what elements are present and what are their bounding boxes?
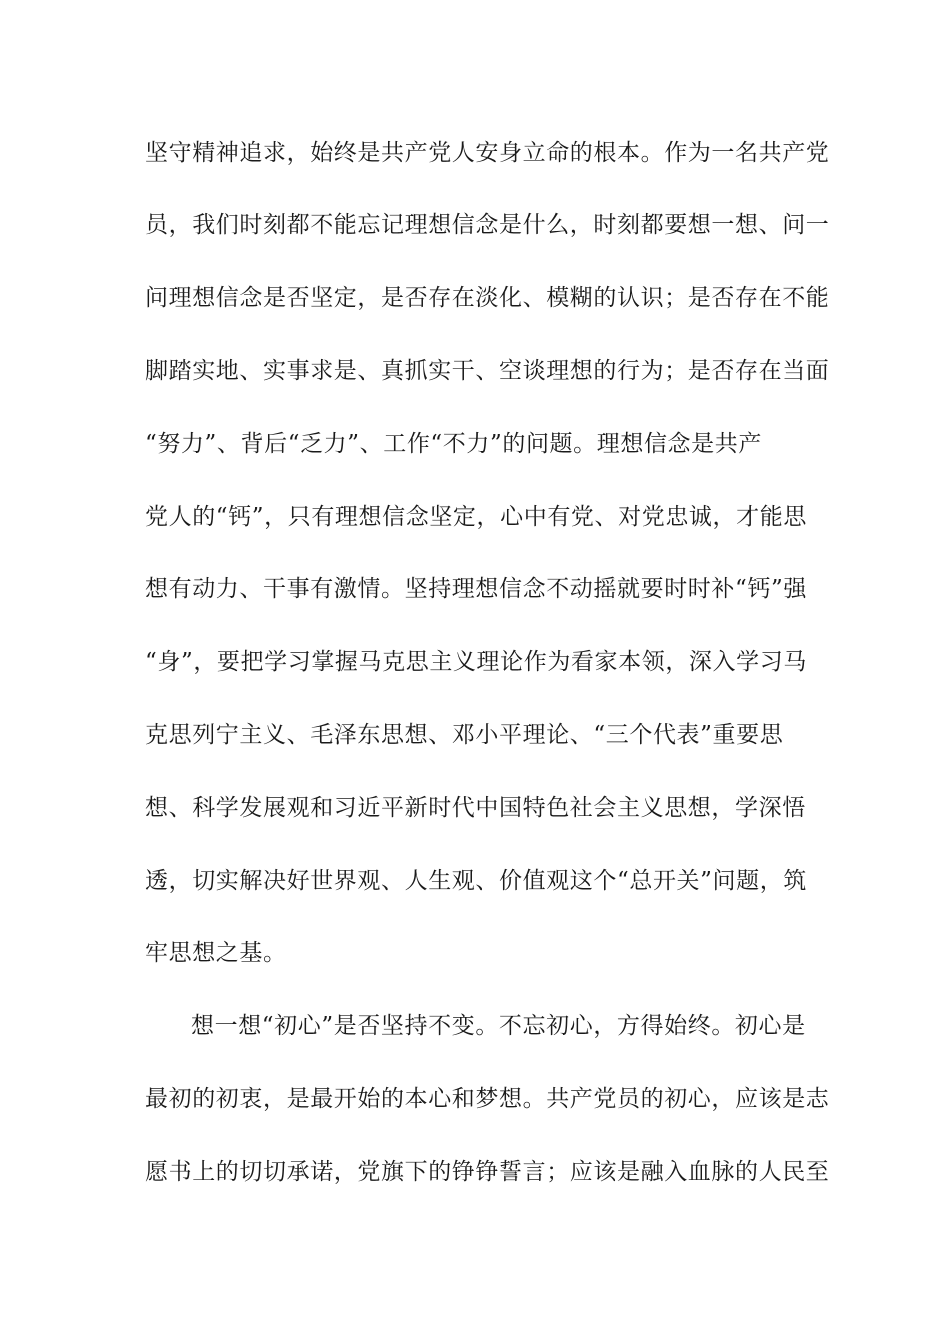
text-line: 问理想信念是否坚定，是否存在淡化、模糊的认识；是否存在不能 <box>145 285 830 311</box>
text-line: 想、科学发展观和习近平新时代中国特色社会主义思想，学深悟 <box>145 795 806 821</box>
text-line: 透，切实解决好世界观、人生观、价值观这个“总开关”问题，筑 <box>145 868 807 894</box>
text-line: “努力”、背后“乏力”、工作“不力”的问题。理想信念是共产 <box>145 431 762 457</box>
text-line: “身”，要把学习掌握马克思主义理论作为看家本领，深入学习马 <box>145 649 807 675</box>
text-line: 员，我们时刻都不能忘记理想信念是什么，时刻都要想一想、问一 <box>145 212 830 238</box>
text-line: 脚踏实地、实事求是、真抓实干、空谈理想的行为；是否存在当面 <box>145 358 830 384</box>
paragraph-first-line: 想一想“初心”是否坚持不变。不忘初心，方得始终。初心是 <box>191 1013 806 1039</box>
text-line: 克思列宁主义、毛泽东思想、邓小平理论、“三个代表”重要思 <box>145 722 784 748</box>
text-line: 坚守精神追求，始终是共产党人安身立命的根本。作为一名共产党 <box>145 140 830 166</box>
text-line: 党人的“钙”，只有理想信念坚定，心中有党、对党忠诚，才能思 <box>145 504 807 530</box>
text-line: 想有动力、干事有激情。坚持理想信念不动摇就要时时补“钙”强 <box>145 576 807 602</box>
text-line: 愿书上的切切承诺，党旗下的铮铮誓言；应该是融入血脉的人民至 <box>145 1159 830 1185</box>
text-line: 牢思想之基。 <box>145 940 287 966</box>
text-line: 最初的初衷，是最开始的本心和梦想。共产党员的初心，应该是志 <box>145 1086 830 1112</box>
